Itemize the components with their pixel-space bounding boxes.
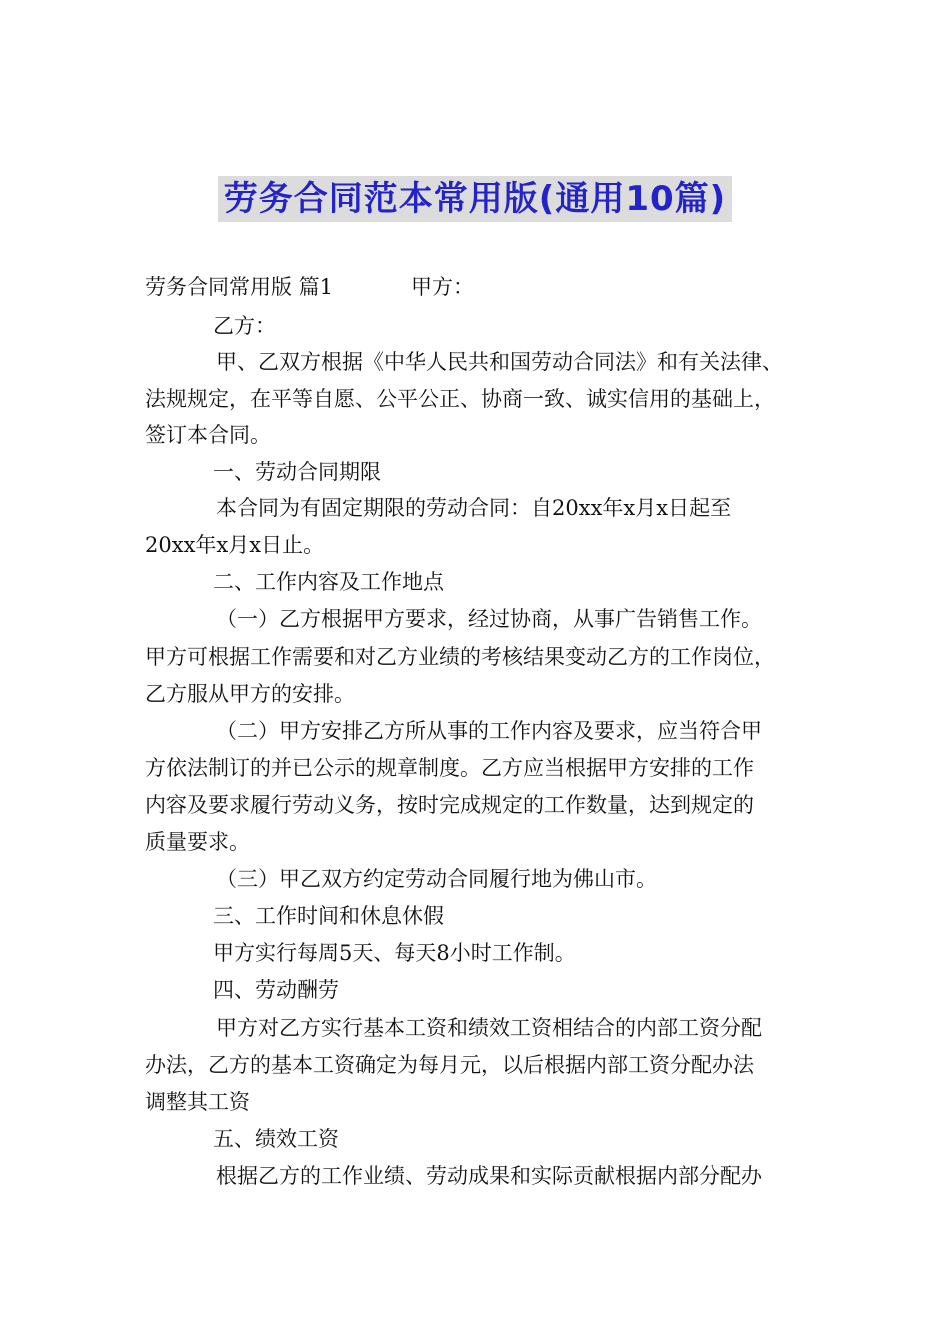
paragraph-line: 甲方对乙方实行基本工资和绩效工资相结合的内部工资分配 bbox=[216, 1016, 762, 1040]
paragraph-line: 法规规定，在平等自愿、公平公正、协商一致、诚实信用的基础上， bbox=[145, 387, 775, 411]
paragraph-line: 方依法制订的并已公示的规章制度。乙方应当根据甲方安排的工作 bbox=[145, 756, 754, 780]
section-label: 劳务合同常用版 篇1 bbox=[145, 275, 334, 299]
section-heading: 五、绩效工资 bbox=[213, 1127, 339, 1151]
paragraph-line: 本合同为有固定期限的劳动合同：自20xx年x月x日起至 bbox=[216, 496, 732, 520]
section-heading: 二、工作内容及工作地点 bbox=[213, 570, 444, 594]
section-heading: 四、劳动酬劳 bbox=[213, 978, 339, 1002]
paragraph-line: 根据乙方的工作业绩、劳动成果和实际贡献根据内部分配办 bbox=[216, 1164, 762, 1188]
paragraph-line: 调整其工资 bbox=[145, 1090, 250, 1114]
section-heading: 一、劳动合同期限 bbox=[213, 460, 381, 484]
paragraph-line: 乙方服从甲方的安排。 bbox=[145, 682, 355, 706]
section-heading: 三、工作时间和休息休假 bbox=[213, 904, 444, 928]
paragraph-line: 甲、乙双方根据《中华人民共和国劳动合同法》和有关法律、 bbox=[216, 350, 783, 374]
paragraph-line: （三）甲乙双方约定劳动合同履行地为佛山市。 bbox=[216, 867, 657, 891]
paragraph-line: 甲方可根据工作需要和对乙方业绩的考核结果变动乙方的工作岗位， bbox=[145, 645, 775, 669]
party-a-label: 甲方： bbox=[411, 275, 474, 299]
paragraph-line: 内容及要求履行劳动义务，按时完成规定的工作数量，达到规定的 bbox=[145, 793, 754, 817]
paragraph-line: 签订本合同。 bbox=[145, 423, 271, 447]
document-title: 劳务合同范本常用版(通用10篇) bbox=[218, 176, 732, 222]
paragraph-line: （二）甲方安排乙方所从事的工作内容及要求，应当符合甲 bbox=[216, 719, 762, 743]
paragraph-line: 20xx年x月x日止。 bbox=[145, 533, 325, 557]
paragraph-line: 办法，乙方的基本工资确定为每月元，以后根据内部工资分配办法 bbox=[145, 1053, 754, 1077]
party-b-label: 乙方： bbox=[213, 314, 276, 338]
paragraph-line: 质量要求。 bbox=[145, 830, 250, 854]
paragraph-line: 甲方实行每周5天、每天8小时工作制。 bbox=[213, 941, 576, 965]
title-container bbox=[0, 176, 950, 222]
paragraph-line: （一）乙方根据甲方要求，经过协商，从事广告销售工作。 bbox=[216, 607, 762, 631]
